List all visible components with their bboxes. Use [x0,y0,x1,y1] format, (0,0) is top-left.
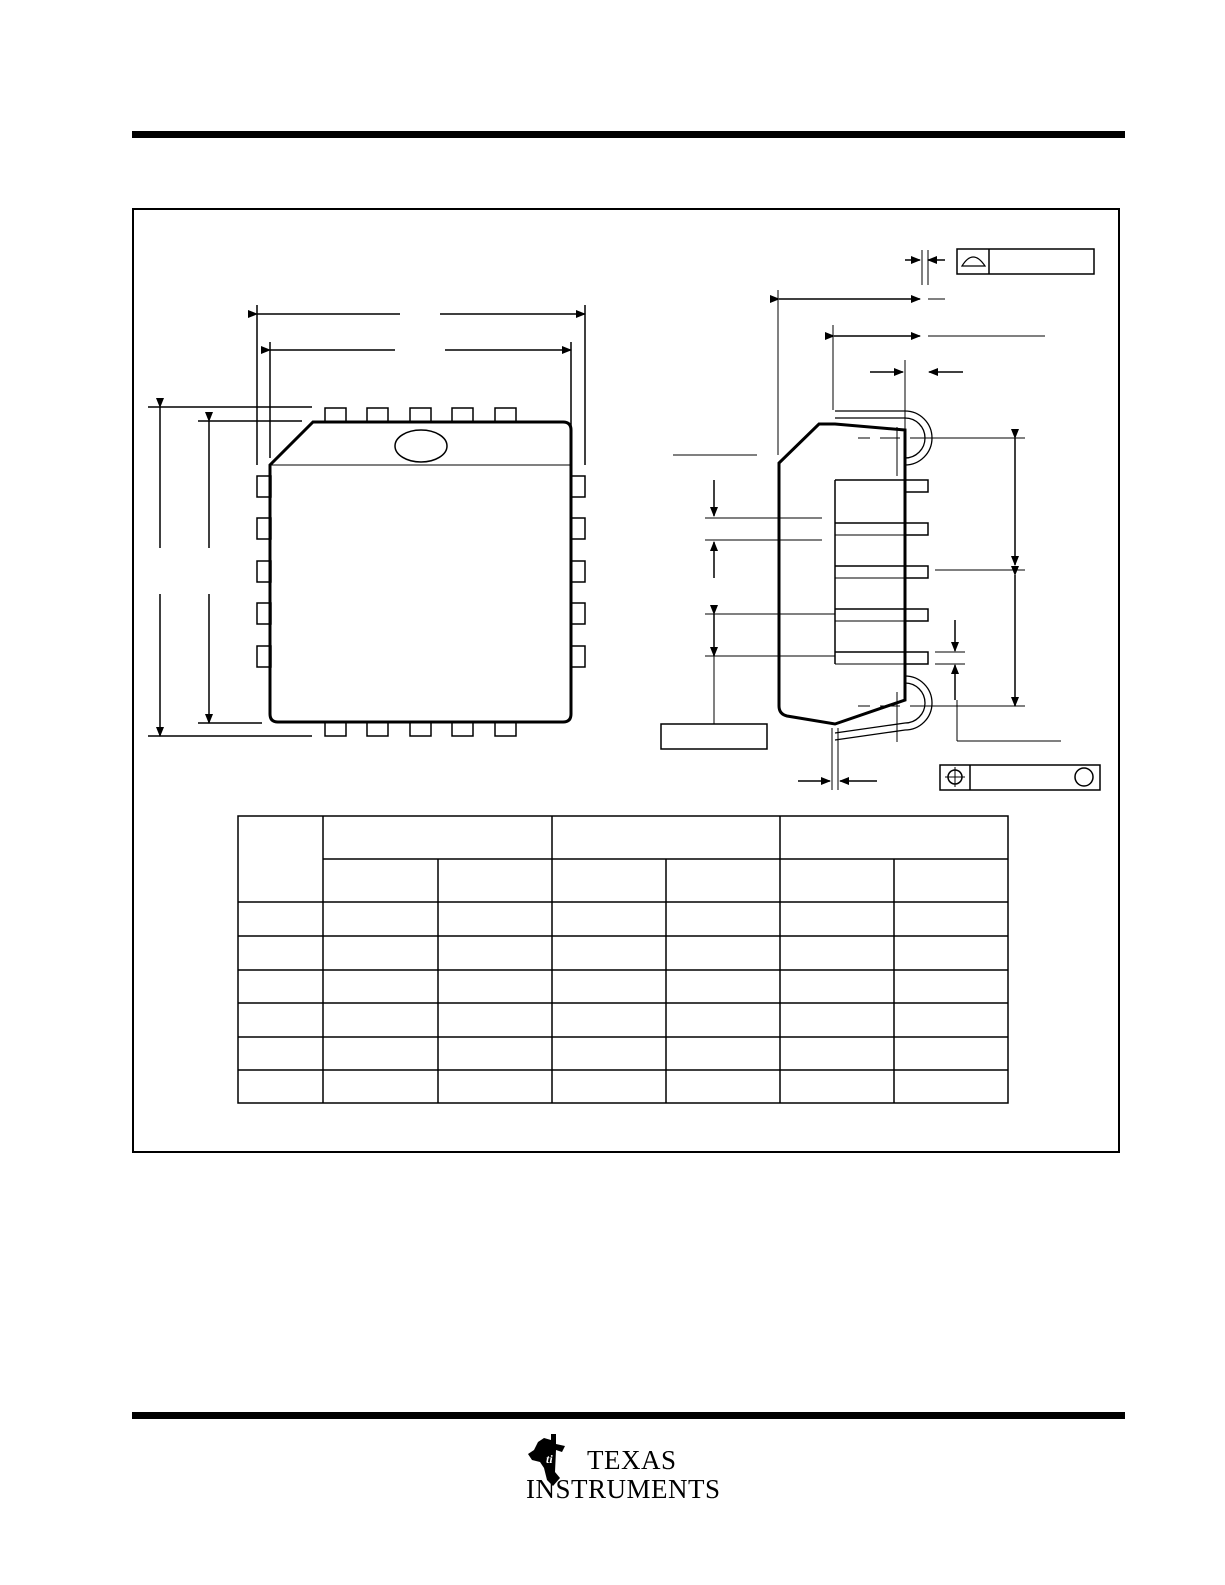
dimension-table [238,816,1008,1103]
brand-line-2: INSTRUMENTS [526,1474,721,1504]
flatness-profile-icon [957,249,1094,274]
top-view [148,305,585,736]
brand-line-1: TEXAS [587,1445,677,1475]
true-position-icon [940,765,1100,790]
svg-text:ti: ti [546,1452,553,1466]
side-view [661,249,1100,790]
footer-rule [132,1412,1125,1419]
ti-logo-icon [520,1428,740,1508]
